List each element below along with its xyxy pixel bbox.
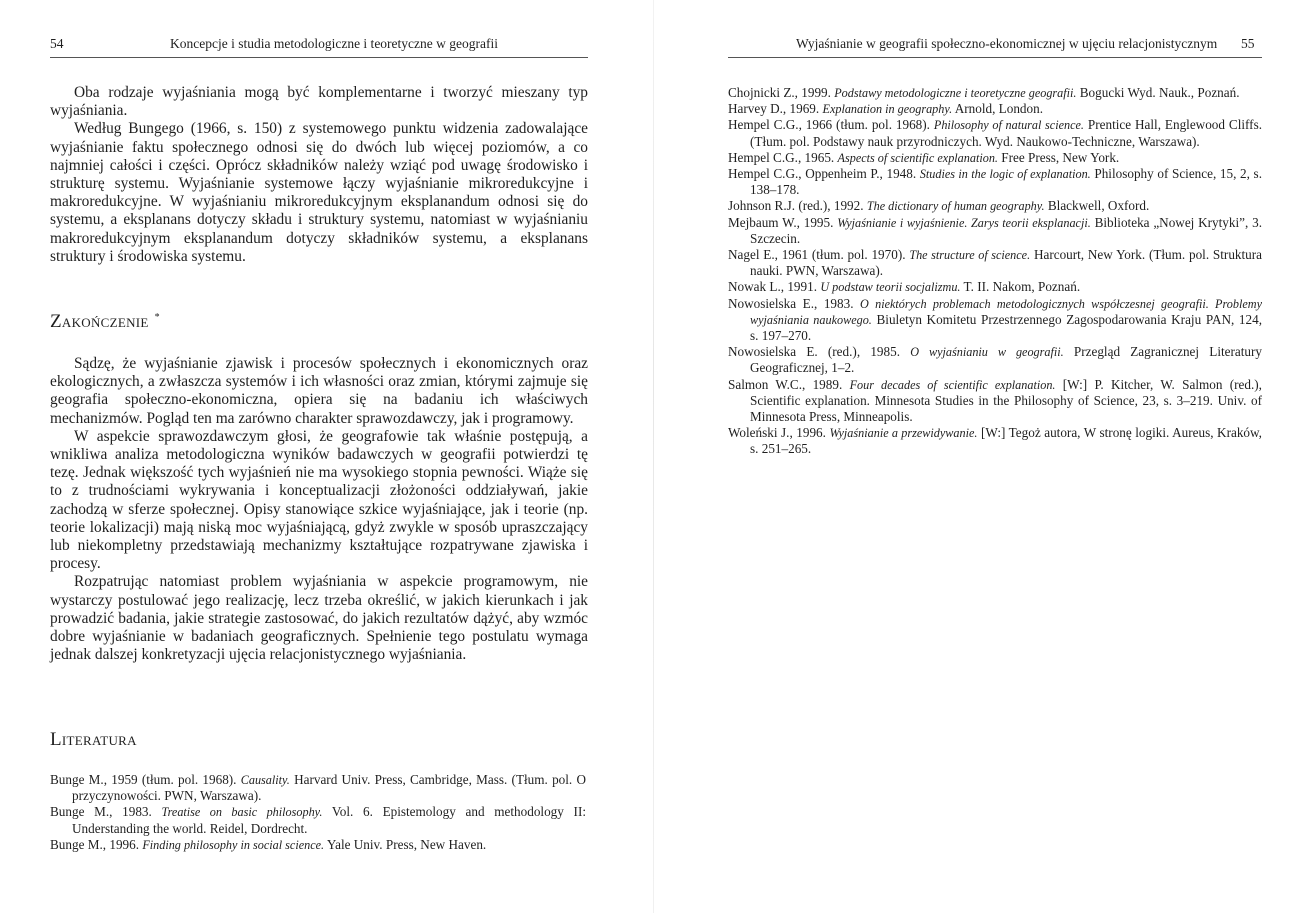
literature-heading: Literatura — [50, 729, 137, 750]
paragraph: Oba rodzaje wyjaśniania mogą być komplementarne i tworzyć mieszany typ wyjaśniania. — [50, 84, 588, 120]
reference-entry: Nowosielska E. (red.), 1985. O wyjaśnianiu w geografii. Przegląd Zagranicznej Literatury Geograficznej, 1–2. — [728, 344, 1263, 376]
reference-entry: Chojnicki Z., 1999. Podstawy metodologiczne i teoretyczne geografii. Bogucki Wyd. Nauk., Poznań. — [728, 85, 1240, 100]
reference-entry: Mejbaum W., 1995. Wyjaśnianie i wyjaśnienie. Zarys teorii eksplanacji. Biblioteka „Nowej Krytyki”, 3. Szczecin. — [728, 214, 1262, 246]
running-title-right: Wyjaśnianie w geografii społeczno-ekonomicznej w ujęciu relacjonistycznym — [796, 36, 1218, 51]
reference-entry: Bunge M., 1983. Treatise on basic philosophy. Vol. 6. Epistemology and methodology II: Understanding the world. Reidel, Dordrecht. — [50, 804, 586, 836]
reference-entry: Hempel C.G., Oppenheim P., 1948. Studies in the logic of explanation. Philosophy of Science, 15, 2, s. 138–178. — [728, 166, 1262, 198]
right-page — [660, 0, 1310, 913]
reference-entry: Nagel E., 1961 (tłum. pol. 1970). The structure of science. Harcourt, New York. (Tłum. pol. Struktura nauki. PWN, Warszawa). — [728, 247, 1263, 279]
paragraph: Według Bungego (1966, s. 150) z systemowego punktu widzenia zadowalające wyjaśnianie faktu społecznego odnosi się do dwóch lub więcej poziomów, a co najmniej całości i części. Oprócz składników należy wziąć pod uwagę środowisko i strukturę systemu. Wyjaśnianie systemowe łączy wyjaśnianie mikroredukcyjne i makroredukcyjne. W wyjaśnianiu mikroredukcyjnym eksplanandum odnosi się do systemu, a eksplanans dotyczy składu i struktury systemu, natomiast w wyjaśnianiu makroredukcyjnym eksplanandum dotyczy składników systemu, a eksplanans struktury i środowiska systemu. — [50, 120, 588, 265]
running-title-left: Koncepcje i studia metodologiczne i teoretyczne w geografii — [170, 36, 498, 51]
page-gutter — [653, 0, 654, 913]
reference-entry: Woleński J., 1996. Wyjaśnianie a przewidywanie. [W:] Tegoż autora, W stronę logiki. Aureus, Kraków, s. 251–265. — [728, 425, 1262, 457]
intro-paragraphs — [50, 84, 588, 266]
reference-list-left — [50, 772, 586, 853]
reference-entry: Johnson R.J. (red.), 1992. The dictionary of human geography. Blackwell, Oxford. — [728, 198, 1150, 214]
paragraph: Rozpatrując natomiast problem wyjaśniania w aspekcie programowym, nie wystarczy postulować jego realizację, lecz trzeba określić, w jakich kierunkach i jak prowadzić badania, jakie strategie zastosować, do jakich rezultatów dążyć, aby wzmóc dobre wyjaśnianie w badaniach geograficznych. Spełnienie tego postulatu wymaga jednak dalszej konkretyzacji ujęcia relacjonistycznego wyjaśniania. — [50, 573, 588, 664]
reference-entry: Salmon W.C., 1989. Four decades of scientific explanation. [W:] P. Kitcher, W. Salmon (red.), Scientific explanation. Minnesota Studies in the Philosophy of Science, 23, s. 3–219. Univ. of Minnesota Press, Minneapolis. — [728, 376, 1262, 425]
page-number-left: 54 — [50, 36, 64, 51]
page-number-right: 55 — [1241, 36, 1255, 51]
reference-entry: Bunge M., 1959 (tłum. pol. 1968). Causality. Harvard Univ. Press, Cambridge, Mass. (Tłum. pol. O przyczynowości. PWN, Warszawa). — [50, 772, 586, 804]
reference-entry: Hempel C.G., 1965. Aspects of scientific explanation. Free Press, New York. — [728, 149, 1120, 165]
reference-entry: Harvey D., 1969. Explanation in geography. Arnold, London. — [728, 101, 1043, 117]
reference-entry: Hempel C.G., 1966 (tłum. pol. 1968). Philosophy of natural science. Prentice Hall, Englewood Cliffs. (Tłum. pol. Podstawy nauk przyrodniczych. Wyd. Naukowo-Techniczne, Warszawa). — [728, 117, 1262, 149]
paragraph: Sądzę, że wyjaśnianie zjawisk i procesów społecznych i ekonomicznych oraz ekologicznych, a zwłaszcza systemów i ich własności oraz zmian, którymi zajmuje się geografia społeczno-ekonomiczna, opiera się na badaniu ich właściwych mechanizmów. Pogląd ten ma zarówno charakter sprawozdawczy, jak i programowy. — [50, 355, 588, 427]
paragraph: W aspekcie sprawozdawczym głosi, że geografowie tak właśnie postępują, a wnikliwa analiza metodologiczna wyników badawczych w geografii potwierdzi tę tezę. Jednak większość tych wyjaśnień nie ma wysokiego stopnia pewności. Wiąże się to z trudnościami wykrywania i konceptualizacji złożoności oddziaływań, jakie zachodzą w sferze społecznej. Opisy stanowiące szkice wyjaśniające, jak i teorie (np. teorie lokalizacji) mają niską moc wyjaśniającą, gdyż zwykle w sposób upraszczający lub niekompletny przedstawiają mechanizmy kształtujące rozpatrywane zjawiska i procesy. — [50, 427, 588, 573]
reference-entry: Nowosielska E., 1983. O niektórych problemach metodologicznych współczesnej geografii. Problemy wyjaśniania naukowego. Biuletyn Komitetu Przestrzennego Zagospodarowania Kraju PAN, 124, s. 197–270. — [728, 295, 1262, 344]
header-rule-right — [728, 57, 1262, 58]
reference-list-right — [728, 85, 1262, 458]
conclusion-heading: Zakończenie * — [50, 311, 160, 332]
left-page — [0, 0, 650, 913]
reference-entry: Bunge M., 1996. Finding philosophy in social science. Yale Univ. Press, New Haven. — [50, 836, 487, 852]
reference-entry: Nowak L., 1991. U podstaw teorii socjalizmu. T. II. Nakom, Poznań. — [728, 279, 1081, 295]
conclusion-paragraphs — [50, 355, 588, 664]
header-rule-left — [50, 57, 588, 58]
